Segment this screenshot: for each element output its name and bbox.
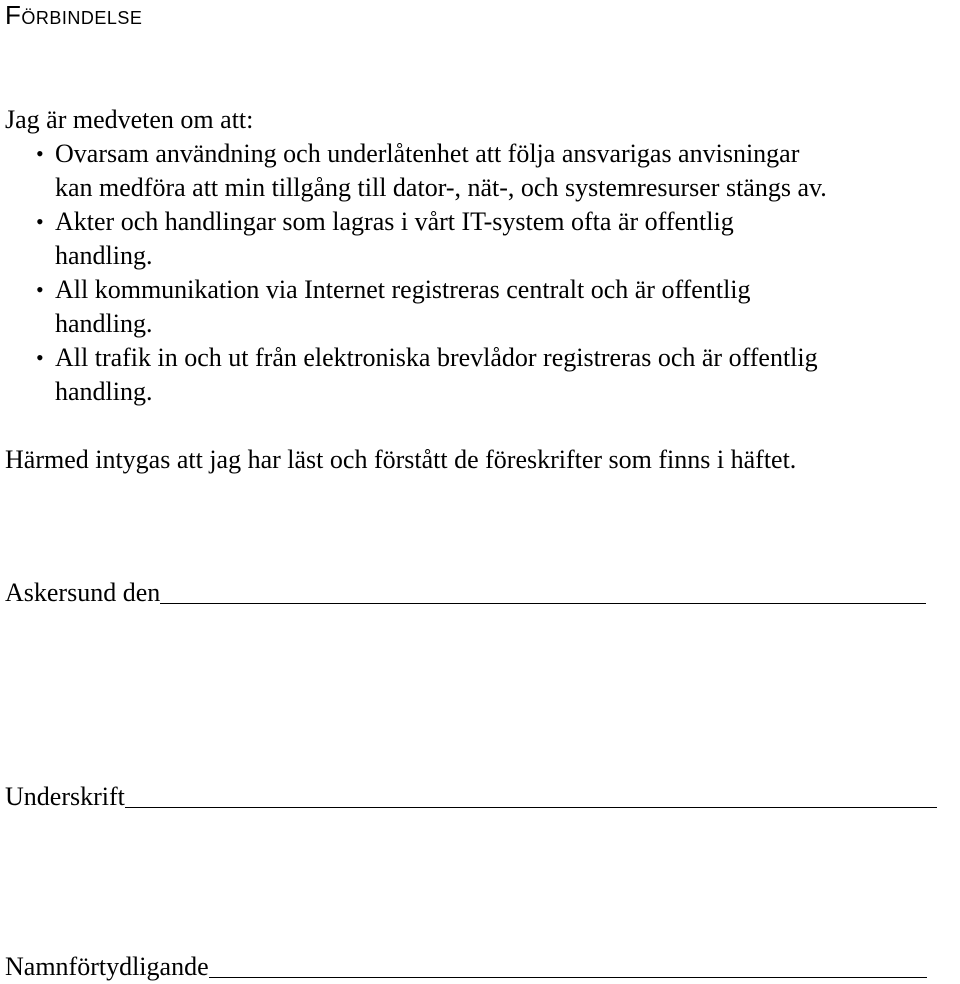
bullet-line: All kommunikation via Internet registreras centralt och är offentlig [55,275,751,304]
bullet-icon: • [36,209,44,234]
name-clarification-field [5,952,927,982]
name-clarification-label: Namnförtydligande [5,952,209,981]
document-title: Förbindelse [5,0,143,30]
bullet-line: Akter och handlingar som lagras i vårt IT-system ofta är offentlig [55,207,734,236]
list-item [0,137,827,205]
bullet-line: All trafik in och ut från elektroniska brevlådor registreras och är offentlig [55,343,818,372]
bullet-icon: • [36,141,44,166]
place-date-label: Askersund den [5,578,161,607]
bullet-icon: • [36,345,44,370]
bullet-line: handling. [55,241,153,270]
statement-text: Härmed intygas att jag har läst och förstått de föreskrifter som finns i häftet. [5,445,797,474]
place-date-line[interactable] [160,579,926,604]
signature-line[interactable] [125,783,937,808]
signature-field [5,782,937,812]
name-clarification-line[interactable] [209,953,927,978]
bullet-list [0,137,827,409]
bullet-line: handling. [55,377,153,406]
intro-text: Jag är medveten om att: [5,105,254,134]
list-item [0,205,827,273]
list-item [0,341,827,409]
list-item [0,273,827,341]
bullet-line: Ovarsam användning och underlåtenhet att följa ansvarigas anvisningar [55,139,800,168]
bullet-line: handling. [55,309,153,338]
place-date-field [5,578,926,608]
bullet-icon: • [36,277,44,302]
signature-label: Underskrift [5,782,125,811]
bullet-line: kan medföra att min tillgång till dator-, nät-, och systemresurser stängs av. [55,173,827,202]
